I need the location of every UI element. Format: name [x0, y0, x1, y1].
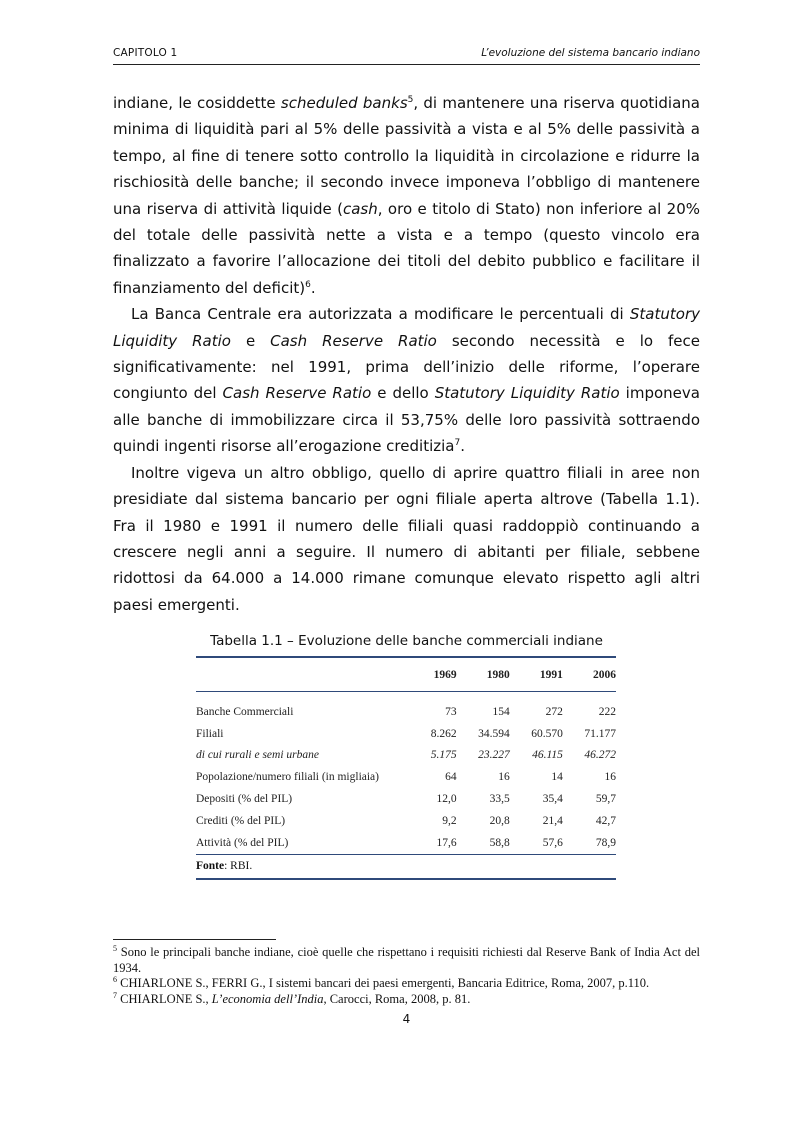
- cell: 222: [598, 705, 616, 718]
- row-label: Banche Commerciali: [196, 705, 294, 718]
- cell: 57,6: [542, 836, 563, 849]
- row-label: Depositi (% del PIL): [196, 793, 293, 806]
- table-row: [196, 723, 616, 745]
- row-label: Attività (% del PIL): [196, 836, 289, 849]
- cell: 58,8: [489, 836, 510, 849]
- cell: 5.175: [430, 749, 457, 762]
- cell: 64: [445, 771, 457, 784]
- cell: 17,6: [436, 836, 457, 849]
- cell: 154: [492, 705, 510, 718]
- table-header-row: [196, 658, 616, 692]
- table-caption: Tabella 1.1 – Evoluzione delle banche commerciali indiane: [210, 633, 603, 649]
- cell: 42,7: [595, 814, 616, 827]
- header-cell-2006: 2006: [593, 668, 616, 681]
- cell: 46.272: [584, 749, 616, 762]
- paragraph-3: Inoltre vigeva un altro obbligo, quello di aprire quattro filiali in aree non presidiate dal sistema bancario per ogni filiale aperta altrove (Tabella 1.1). Fra il 1980 e 1991 il numero delle filiali quasi raddoppiò continuando a crescere negli anni a seguire. Il numero di abitanti per filiale, sebbene ridottosi da 64.000 a 14.000 rimane comunque elevato rispetto agli altri paesi emergenti.: [113, 463, 700, 614]
- row-label: Crediti (% del PIL): [196, 814, 286, 827]
- cell: 16: [604, 771, 616, 784]
- cell: 23.227: [478, 749, 510, 762]
- page-number: 4: [402, 1012, 411, 1026]
- table-row: [196, 832, 616, 854]
- footnote-ref-6: 6: [305, 279, 311, 290]
- footnote-7: $^7$ CHIARLONE S., L’economia dell’India, Carocci, Roma, 2008, p. 81.: [113, 990, 471, 1006]
- row-label: Popolazione/numero filiali (in migliaia): [196, 771, 379, 784]
- cell: 33,5: [489, 793, 510, 806]
- cell: 21,4: [542, 814, 563, 827]
- header-rule: [113, 64, 700, 65]
- footnote-5: $^5$ Sono le principali banche indiane, cioè quelle che rispettano i requisiti richiesti dal Reserve Bank of India Act del 1934.: [113, 943, 700, 975]
- page-header: [113, 47, 700, 63]
- row-label: di cui rurali e semi urbane: [196, 749, 319, 762]
- footnote-ref-5: 5: [407, 95, 414, 105]
- cell: 12,0: [436, 793, 457, 806]
- table-row: [196, 810, 616, 832]
- cell: 14: [551, 771, 563, 784]
- cell: 16: [498, 771, 510, 784]
- cell: 78,9: [595, 836, 616, 849]
- cell: 272: [545, 705, 563, 718]
- header-cell-1980: 1980: [486, 668, 510, 681]
- header-cell-empty: [196, 658, 403, 692]
- cell: 34.594: [478, 727, 510, 740]
- running-title: L’evoluzione del sistema bancario indiano: [481, 47, 700, 59]
- paragraph-2: La Banca Centrale era autorizzata a modificare le percentuali di Statutory Liquidity Ratio e Cash Reserve Ratio secondo necessità e lo fece significativamente: nel 1991, prima dell’inizio delle riforme, l’operare congiunto del Cash Reserve Ratio e dello Statutory Liquidity Ratio imponeva alle banche di immobilizzare circa il 53,75% delle loro passività sottraendo quindi ingenti risorse all’erogazione creditizia$^7$.: [113, 305, 701, 456]
- paragraph-1: indiane, le cosiddette scheduled banks$^5$, di mantenere una riserva quotidiana minima di liquidità pari al 5% delle passività a vista e al 5% delle passività a tempo, al fine di tenere sotto controllo la liquidità in circolazione e ridurre la rischiosità delle banche; il secondo invece imponeva l’obbligo di mantenere una riserva di attività liquide (cash, oro e titolo di Stato) non inferiore al 20% del totale delle passività nette a vista e a tempo (questo vincolo era finalizzato a favorire l’allocazione dei titoli del debito pubblico e facilitare il finanziamento del deficit)$^6$.: [113, 94, 700, 297]
- table-row: [196, 745, 616, 767]
- cell: 9,2: [442, 814, 457, 827]
- row-label: Filiali: [196, 727, 224, 740]
- header-cell-1969: 1969: [433, 668, 457, 681]
- footnotes: [113, 945, 700, 1007]
- footnote-rule: [113, 939, 276, 940]
- data-table: [196, 658, 616, 854]
- cell: 8.262: [430, 727, 457, 740]
- cell: 59,7: [595, 793, 616, 806]
- cell: 46.115: [532, 749, 563, 762]
- footnote-6: $^6$ CHIARLONE S., FERRI G., I sistemi bancari dei paesi emergenti, Bancaria Editrice, Roma, 2007, p.110.: [113, 974, 650, 990]
- chapter-label: CAPITOLO 1: [113, 47, 178, 59]
- header-cell-1991: 1991: [539, 668, 563, 681]
- table-row: [196, 701, 616, 723]
- table-row: [196, 788, 616, 810]
- table-row: [196, 766, 616, 788]
- footnote-ref-7: 7: [454, 438, 461, 449]
- body-text: [113, 90, 700, 618]
- data-table-container: [196, 656, 616, 880]
- cell: 73: [445, 705, 457, 718]
- cell: 60.570: [531, 727, 563, 740]
- cell: 20,8: [489, 814, 510, 827]
- cell: 71.177: [584, 727, 616, 740]
- table-bottom-rule: [196, 878, 616, 880]
- cell: 35,4: [542, 793, 563, 806]
- table-source: Fonte: RBI.: [196, 859, 253, 872]
